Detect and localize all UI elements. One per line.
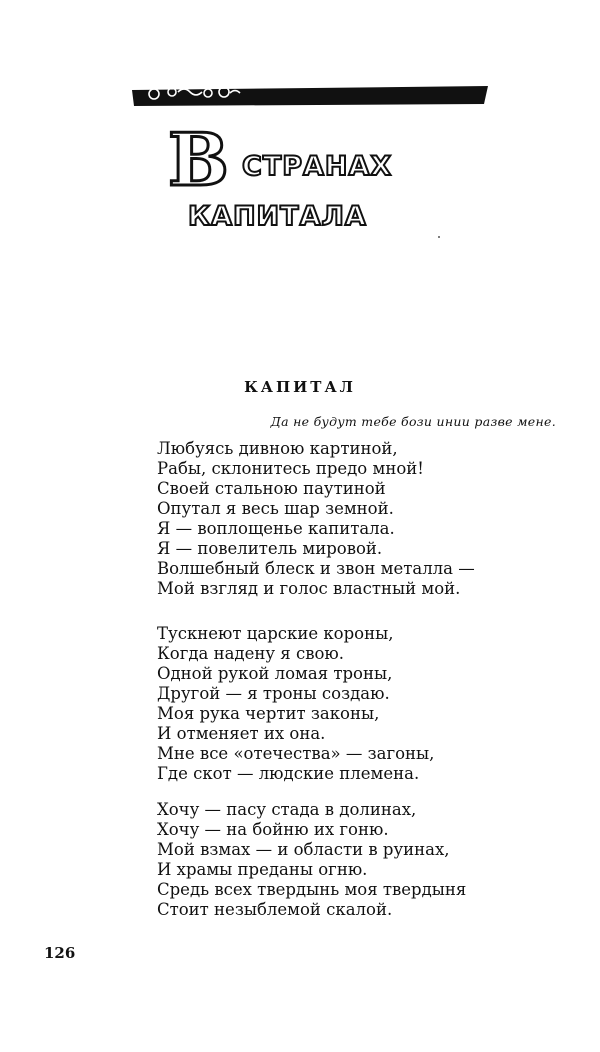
stanza (157, 624, 557, 784)
poem-line: Своей стальною паутиной (157, 479, 386, 498)
poem-line: Мой взгляд и голос властный мой. (157, 579, 461, 598)
stanza (157, 439, 557, 599)
poem-line: Опутал я весь шар земной. (157, 499, 394, 518)
poem-line: Хочу — на бойню их гоню. (157, 820, 389, 839)
section-heading-line-1: странах (242, 140, 393, 184)
poem-line: Я — повелитель мировой. (157, 539, 383, 558)
poem-line: Мне все «отечества» — загоны, (157, 744, 435, 763)
poem-title: КАПИТАЛ (244, 378, 356, 396)
poem-line: Волшебный блеск и звон металла — (157, 559, 475, 578)
poem-line: И храмы преданы огню. (157, 860, 368, 879)
poem-line: Когда надену я свою. (157, 644, 345, 663)
poem-line: Где скот — людские племена. (157, 764, 420, 783)
poem-line: И отменяет их она. (157, 724, 326, 743)
ink-speck (438, 236, 440, 238)
section-heading-initial: В (168, 117, 229, 202)
poem-line: Мой взмах — и области в руинах, (157, 840, 450, 859)
section-heading (168, 117, 468, 234)
poem-line: Я — воплощенье капитала. (157, 519, 395, 538)
poem-line: Стоит незыблемой скалой. (157, 900, 393, 919)
poem-line: Рабы, склонитесь предо мной! (157, 459, 424, 478)
poem-line: Моя рука чертит законы, (157, 704, 380, 723)
poem-line: Одной рукой ломая троны, (157, 664, 393, 683)
poem-line: Тускнеют царские короны, (157, 624, 394, 643)
poem-line: Хочу — пасу стада в долинах, (157, 800, 417, 819)
poem-line: Другой — я троны создаю. (157, 684, 390, 703)
page-number: 126 (44, 944, 76, 962)
poem-line: Средь всех твердынь моя твердыня (157, 880, 467, 899)
ornamental-header-bar (132, 80, 488, 108)
stanza (157, 800, 557, 920)
section-heading-line-2: капитала (188, 190, 367, 234)
poem-line: Любуясь дивною картиной, (157, 439, 398, 458)
poem-epigraph: Да не будут тебе бози инии разве мене. (270, 414, 556, 429)
